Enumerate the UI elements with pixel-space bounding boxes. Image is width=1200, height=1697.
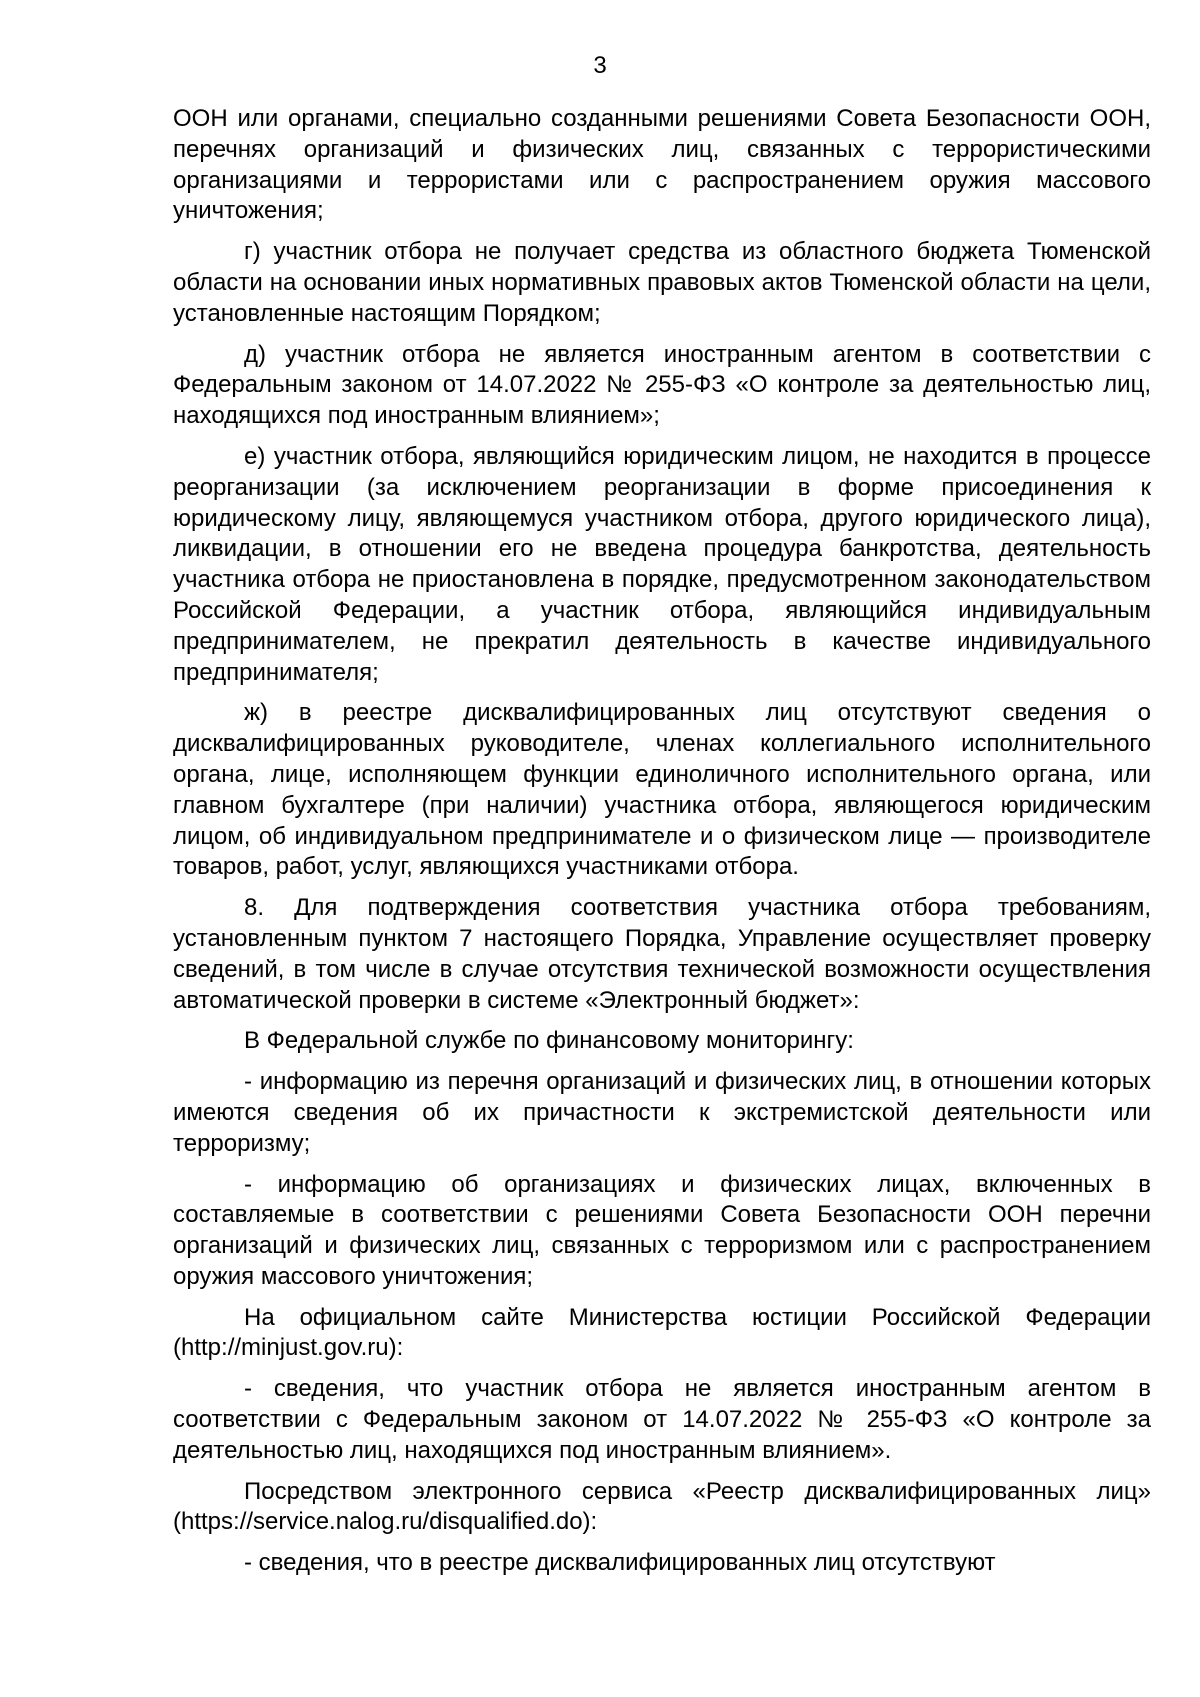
page-number: 3	[593, 52, 607, 79]
paragraph-un-list: - информацию об организациях и физических лицах, включенных в составляемые в соответствии с решениями Совета Безопасности ООН перечни организаций и физических лиц, связанных с терроризмом или с распространением оружия массового уничтожения;	[173, 1170, 1151, 1290]
paragraph-item-zh: ж) в реестре дисквалифицированных лиц отсутствуют сведения о дисквалифицированных руководителе, членах коллегиального исполнительного органа, лице, исполняющем функции единоличного исполнительного органа, или главном бухгалтере (при наличии) участника отбора, являющегося юридическим лицом, об индивидуальном предпринимателе и о физическом лице — производителе товаров, работ, услуг, являющихся участниками отбора.	[173, 699, 1151, 881]
paragraph-foreign-agent: - сведения, что участник отбора не является иностранным агентом в соответствии с Федеральным законом от 14.07.2022 № 255-ФЗ «О контроле за деятельностью лиц, находящихся под иностранным влиянием».	[173, 1375, 1151, 1464]
paragraph-disqualified-service-heading: Посредством электронного сервиса «Реестр дисквалифицированных лиц» (https://service.nalog.ru/disqualified.do):	[173, 1477, 1151, 1536]
paragraph-item-d: д) участник отбора не является иностранным агентом в соответствии с Федеральным законом от 14.07.2022 № 255-ФЗ «О контроле за деятельностью лиц, находящихся под иностранным влиянием»;	[173, 340, 1151, 430]
paragraph-clause-8: 8. Для подтверждения соответствия участника отбора требованиям, установленным пунктом 7 настоящего Порядка, Управление осуществляет проверку сведений, в том числе в случае отсутствия технической возможности осуществления автоматической проверки в системе «Электронный бюджет»:	[173, 894, 1151, 1014]
paragraph-disqualified-registry: - сведения, что в реестре дисквалифицированных лиц отсутствуют	[244, 1549, 996, 1577]
paragraph-item-g: г) участник отбора не получает средства из областного бюджета Тюменской области на основании иных нормативных правовых актов Тюменской области на цели, установленные настоящим Порядком;	[173, 238, 1151, 327]
paragraph-extremism-list: - информацию из перечня организаций и физических лиц, в отношении которых имеются сведения об их причастности к экстремистской деятельности или терроризму;	[173, 1068, 1151, 1157]
document-body	[173, 104, 1151, 1579]
paragraph-rosfinmonitoring-heading: В Федеральной службе по финансовому мониторингу:	[244, 1027, 854, 1055]
paragraph-minjust-heading: На официальном сайте Министерства юстиции Российской Федерации (http://minjust.gov.ru):	[173, 1303, 1151, 1362]
paragraph-continuation: ООН или органами, специально созданными решениями Совета Безопасности ООН, перечнях организаций и физических лиц, связанных с террористическими организациями и террористами или с распространением оружия массового уничтожения;	[173, 105, 1151, 225]
paragraph-item-e: е) участник отбора, являющийся юридическим лицом, не находится в процессе реорганизации (за исключением реорганизации в форме присоединения к юридическому лицу, являющемуся участником отбора, другого юридического лица), ликвидации, в отношении его не введена процедура банкротства, деятельность участника отбора не приостановлена в порядке, предусмотренном законодательством Российской Федерации, а участник отбора, являющийся индивидуальным предпринимателем, не прекратил деятельность в качестве индивидуального предпринимателя;	[173, 442, 1151, 686]
